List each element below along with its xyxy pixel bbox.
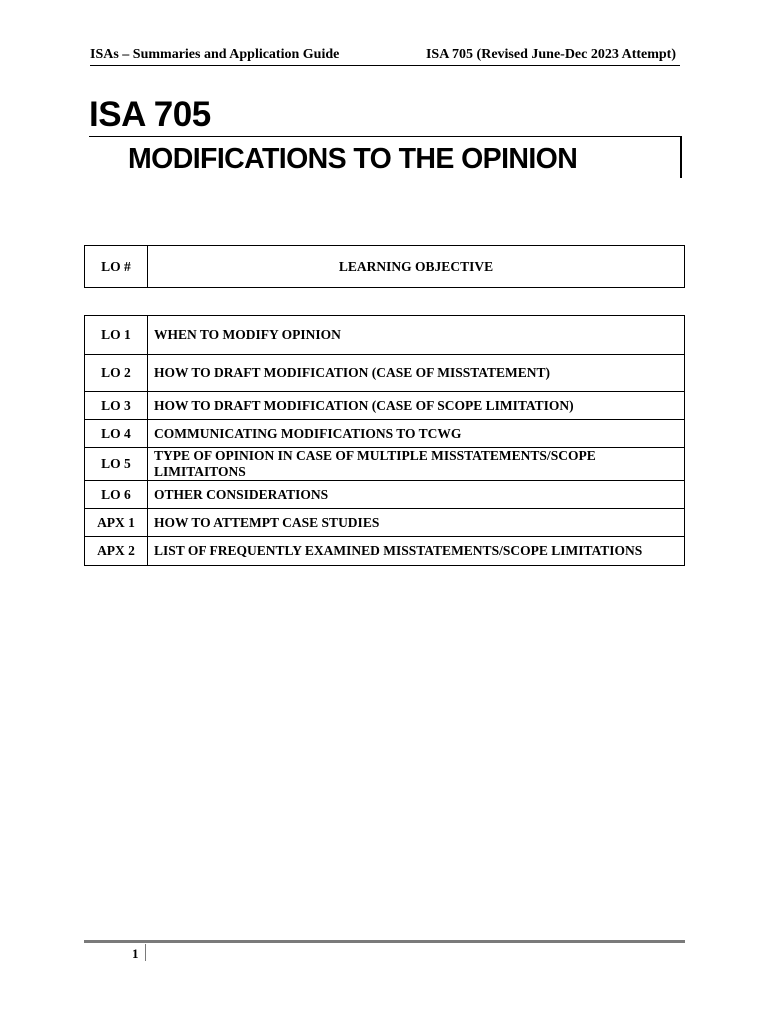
lo-number-column-header: LO # bbox=[85, 246, 148, 288]
page-number-value: 1 bbox=[132, 946, 139, 961]
header-guide-title: ISAs – Summaries and Application Guide bbox=[90, 47, 340, 62]
table-row bbox=[85, 509, 685, 537]
learning-objective: HOW TO DRAFT MODIFICATION (CASE OF SCOPE LIMITATION) bbox=[148, 392, 685, 420]
table-row bbox=[85, 316, 685, 355]
standard-code-title: ISA 705 bbox=[89, 95, 211, 134]
table-row bbox=[85, 355, 685, 392]
table-row bbox=[85, 420, 685, 448]
table-row bbox=[85, 481, 685, 509]
learning-objective: OTHER CONSIDERATIONS bbox=[148, 481, 685, 509]
objectives-table bbox=[84, 315, 685, 566]
learning-objective: HOW TO ATTEMPT CASE STUDIES bbox=[148, 509, 685, 537]
lo-number: APX 2 bbox=[85, 537, 148, 566]
objectives-header-table bbox=[84, 245, 685, 288]
learning-objective: COMMUNICATING MODIFICATIONS TO TCWG bbox=[148, 420, 685, 448]
lo-number: LO 6 bbox=[85, 481, 148, 509]
learning-objective-column-header: LEARNING OBJECTIVE bbox=[148, 246, 685, 288]
lo-number: LO 3 bbox=[85, 392, 148, 420]
lo-number: LO 1 bbox=[85, 316, 148, 355]
learning-objective: HOW TO DRAFT MODIFICATION (CASE OF MISSTATEMENT) bbox=[148, 355, 685, 392]
learning-objective: TYPE OF OPINION IN CASE OF MULTIPLE MISSTATEMENTS/SCOPE LIMITAITONS bbox=[148, 448, 685, 481]
learning-objective: WHEN TO MODIFY OPINION bbox=[148, 316, 685, 355]
lo-number: LO 4 bbox=[85, 420, 148, 448]
running-header bbox=[90, 46, 680, 66]
learning-objective: LIST OF FREQUENTLY EXAMINED MISSTATEMENTS/SCOPE LIMITATIONS bbox=[148, 537, 685, 566]
lo-number: LO 2 bbox=[85, 355, 148, 392]
title-divider bbox=[89, 136, 681, 137]
footer-divider bbox=[84, 940, 685, 943]
page-title: MODIFICATIONS TO THE OPINION bbox=[128, 143, 578, 175]
table-row bbox=[85, 537, 685, 566]
page-number-divider bbox=[145, 944, 146, 961]
page-number bbox=[128, 944, 146, 961]
lo-number: APX 1 bbox=[85, 509, 148, 537]
lo-number: LO 5 bbox=[85, 448, 148, 481]
title-vertical-divider bbox=[680, 136, 682, 178]
table-row bbox=[85, 392, 685, 420]
header-standard-title: ISA 705 (Revised June-Dec 2023 Attempt) bbox=[425, 47, 676, 62]
table-row bbox=[85, 448, 685, 481]
table-header-row bbox=[85, 246, 685, 288]
